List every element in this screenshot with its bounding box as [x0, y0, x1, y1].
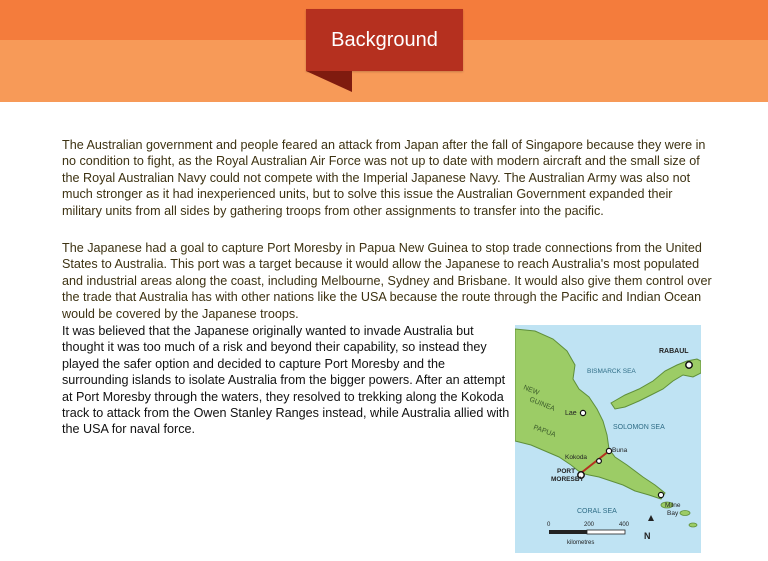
label-north: N: [644, 531, 651, 541]
label-papua: PAPUA: [532, 424, 557, 439]
map-svg: [515, 325, 701, 553]
label-new: NEW: [522, 384, 541, 397]
label-scale-0: 0: [547, 522, 551, 528]
paragraph-fear-of-attack: The Australian government and people feared an attack from Japan after the fall of Singapore because they were in no condition to fight, as the Royal Australian Air Force was not up to date with modern aircraft and the small size of the Royal Australian Navy could not compete with the Imperial Japanese Navy. The Australian Army was also not much stronger as it had inexperienced units, but to solve this issue the Australian Government expanded their military units from all sides by gathering troops from other assignments to transfer into the pacific.: [62, 138, 706, 218]
lae-marker: [580, 410, 585, 415]
label-moresby: MORESBY: [551, 476, 584, 483]
scale-bar-light: [587, 530, 625, 534]
scale-bar-dark: [549, 530, 587, 534]
label-scale-200: 200: [584, 522, 595, 528]
label-port: PORT: [557, 468, 576, 475]
paragraph-japanese-goal: The Japanese had a goal to capture Port Moresby in Papua New Guinea to stop trade connections from the United States to Australia. This port was a target because it would allow the Japanese to reach Australia's most populated and industrial areas along the coast, including Melbourne, Sydney and Brisbane. It would also give them control over the trade that Australia has with other nations like the USA because the route through the Pacific and Indian Ocean would be covered by the Japanese troops.: [62, 241, 712, 321]
label-guinea: GUINEA: [528, 396, 556, 413]
label-scale-400: 400: [619, 522, 630, 528]
paragraph-kokoda-track: It was believed that the Japanese originally wanted to invade Australia but thought it was too much of a risk and beyond their capability, so instead they played the safer option and decided to capture Port Moresby and the surrounding islands to isolate Australia from the bigger powers. After an attempt at Port Moresby through the waters, they resolved to trekking along the Kokoda track to attack from the Owen Stanley Ranges instead, while Australia allied with the USA for naval force.: [62, 324, 510, 437]
label-rabaul: RABAUL: [659, 348, 689, 355]
slide-title: Background: [306, 9, 463, 71]
label-bay: Bay: [667, 510, 679, 517]
map-kokoda-region: [515, 325, 701, 553]
title-tab-fold: [306, 71, 352, 92]
label-buna: Buna: [612, 447, 628, 454]
buna-marker: [606, 448, 611, 453]
label-kokoda: Kokoda: [565, 454, 588, 461]
label-bismarck-sea: BISMARCK SEA: [587, 368, 636, 375]
milne-bay-marker: [658, 492, 663, 497]
label-milne: Milne: [665, 502, 681, 509]
rabaul-marker: [686, 362, 692, 368]
label-scale-unit: kilometres: [567, 540, 595, 546]
label-lae: Lae: [565, 410, 577, 417]
label-coral-sea: CORAL SEA: [577, 508, 617, 515]
island: [680, 511, 690, 516]
kokoda-marker: [597, 459, 602, 464]
label-solomon-sea: SOLOMON SEA: [613, 424, 665, 431]
island: [689, 523, 697, 527]
